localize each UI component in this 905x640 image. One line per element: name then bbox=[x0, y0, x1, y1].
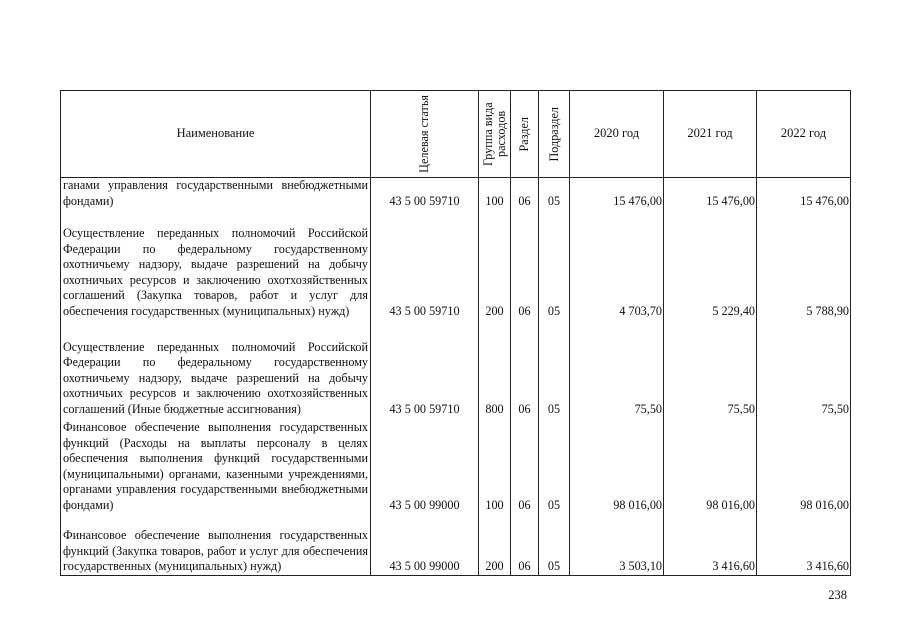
row-2021: 5 229,40 bbox=[664, 210, 757, 320]
header-2022: 2022 год bbox=[757, 91, 851, 178]
row-name: Финансовое обеспечение выполнения государственных функций (Расходы на выплаты персоналу в целях обеспечения выполнения функций государственными (муниципальными) органами, казенными учреждениями, органами управления государственными внебюджетными фондами) bbox=[61, 418, 371, 514]
header-section-text: Раздел bbox=[517, 116, 531, 152]
row-2021: 15 476,00 bbox=[664, 178, 757, 210]
row-section: 06 bbox=[511, 210, 539, 320]
row-subsection: 05 bbox=[539, 320, 570, 418]
table-row bbox=[61, 210, 851, 320]
header-name: Наименование bbox=[61, 91, 371, 178]
header-expense-group-text: Группа вида расходов bbox=[480, 102, 508, 166]
row-expense-group: 100 bbox=[479, 418, 511, 514]
row-expense-group: 100 bbox=[479, 178, 511, 210]
table-row bbox=[61, 178, 851, 210]
row-expense-group: 200 bbox=[479, 210, 511, 320]
row-name: Осуществление переданных полномочий Российской Федерации по федеральному государственному охотничьему надзору, выдаче разрешений на добычу охотничьих ресурсов и заключению охотхозяйственных соглашений (Закупка товаров, работ и услуг для обеспечения государственных (муниципальных) нужд) bbox=[61, 210, 371, 320]
row-target-article: 43 5 00 99000 bbox=[371, 418, 479, 514]
row-2022: 5 788,90 bbox=[757, 210, 851, 320]
row-2021: 98 016,00 bbox=[664, 418, 757, 514]
row-2020: 98 016,00 bbox=[570, 418, 664, 514]
row-2020: 4 703,70 bbox=[570, 210, 664, 320]
row-subsection: 05 bbox=[539, 514, 570, 576]
row-section: 06 bbox=[511, 178, 539, 210]
row-target-article: 43 5 00 59710 bbox=[371, 210, 479, 320]
page-number: 238 bbox=[828, 588, 847, 602]
budget-table-container bbox=[60, 90, 850, 574]
row-subsection: 05 bbox=[539, 210, 570, 320]
header-section bbox=[511, 91, 539, 178]
row-2020: 75,50 bbox=[570, 320, 664, 418]
header-row bbox=[61, 91, 851, 178]
row-expense-group: 200 bbox=[479, 514, 511, 576]
table-row bbox=[61, 418, 851, 514]
header-subsection-text: Подраздел bbox=[546, 106, 561, 162]
row-name: ганами управления государственными внебюджетными фондами) bbox=[61, 178, 371, 210]
row-section: 06 bbox=[511, 514, 539, 576]
budget-table bbox=[60, 90, 851, 576]
row-subsection: 05 bbox=[539, 418, 570, 514]
header-expense-group bbox=[479, 91, 511, 178]
row-subsection: 05 bbox=[539, 178, 570, 210]
header-2021: 2021 год bbox=[664, 91, 757, 178]
row-name: Финансовое обеспечение выполнения государственных функций (Закупка товаров, работ и услуг для обеспечения государственных (муниципальных) нужд) bbox=[61, 514, 371, 576]
row-2020: 3 503,10 bbox=[570, 514, 664, 576]
row-2021: 3 416,60 bbox=[664, 514, 757, 576]
table-row bbox=[61, 320, 851, 418]
row-2021: 75,50 bbox=[664, 320, 757, 418]
row-section: 06 bbox=[511, 418, 539, 514]
row-2022: 15 476,00 bbox=[757, 178, 851, 210]
row-name: Осуществление переданных полномочий Российской Федерации по федеральному государственному охотничьему надзору, выдаче разрешений на добычу охотничьих ресурсов и заключению охотхозяйственных соглашений (Иные бюджетные ассигнования) bbox=[61, 320, 371, 418]
header-target-article-text: Целевая статья bbox=[417, 95, 431, 173]
row-2022: 98 016,00 bbox=[757, 418, 851, 514]
header-2020: 2020 год bbox=[570, 91, 664, 178]
row-target-article: 43 5 00 59710 bbox=[371, 178, 479, 210]
row-2020: 15 476,00 bbox=[570, 178, 664, 210]
row-section: 06 bbox=[511, 320, 539, 418]
table-row bbox=[61, 514, 851, 576]
row-target-article: 43 5 00 59710 bbox=[371, 320, 479, 418]
row-2022: 75,50 bbox=[757, 320, 851, 418]
row-expense-group: 800 bbox=[479, 320, 511, 418]
row-2022: 3 416,60 bbox=[757, 514, 851, 576]
header-subsection bbox=[539, 91, 570, 178]
header-target-article bbox=[371, 91, 479, 178]
row-target-article: 43 5 00 99000 bbox=[371, 514, 479, 576]
